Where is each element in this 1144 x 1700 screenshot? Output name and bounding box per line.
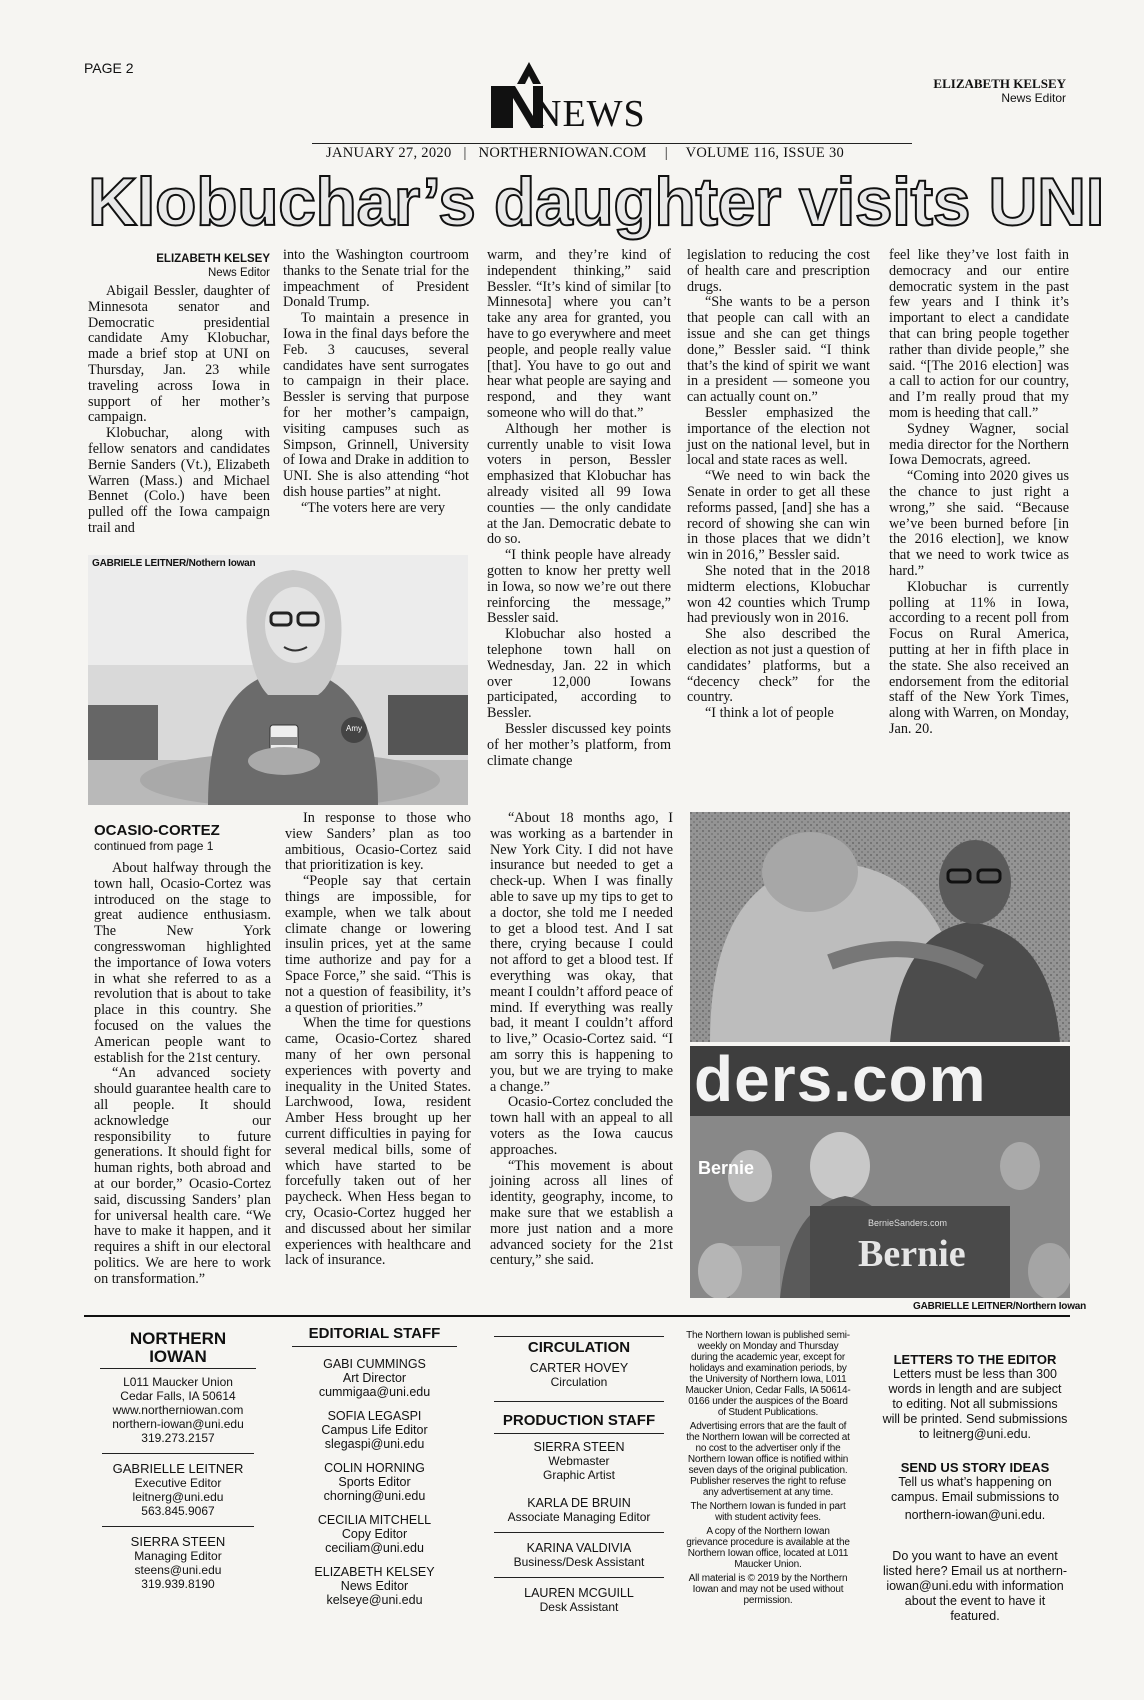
article1-column-3 bbox=[487, 248, 671, 769]
staff-name: GABI CUMMINGS bbox=[323, 1357, 426, 1371]
staff-name: GABRIELLE LEITNER bbox=[112, 1461, 244, 1476]
jump-title: OCASIO-CORTEZ bbox=[94, 822, 220, 839]
staff-entry bbox=[494, 1440, 664, 1482]
staff-role: Art Director bbox=[342, 1371, 407, 1385]
byline-name: ELIZABETH KELSEY bbox=[156, 253, 270, 265]
paragraph: She noted that in the 2018 midterm elections, Klobuchar won 42 counties which Trump had previously won in 2016. bbox=[687, 562, 870, 627]
staff-entry bbox=[494, 1541, 664, 1569]
paragraph: Klobuchar, along with fellow senators and candidates Bernie Sanders (Vt.), Elizabeth Warren (Mass.) and Michael Bennet (Colo.) have been pulled off the Iowa campaign trail and bbox=[88, 425, 270, 536]
paragraph: “Coming into 2020 gives us the chance to just right a wrong,” she said. “Because we’ve been burned before [in the 2016 election], we know that we need to work twice as hard.” bbox=[889, 468, 1069, 579]
paragraph: “An advanced society should guarantee health care to all people. It should acknowledge our responsibility to future generations. It should fight for human rights, both abroad and at our border,” Ocasio-Cortez said, discussing Sanders’ plan for universal health care. “We have to make it happen, and it requires a shift in our electoral politics. We are here to work on transformation.” bbox=[94, 1065, 271, 1287]
article1-column-2 bbox=[283, 248, 469, 517]
phone-number: 319.273.2157 bbox=[141, 1431, 215, 1445]
paragraph: feel like they’ve lost faith in democracy and our entire democratic system in the past few years and I think it’s important to elect a candidate that can bring people together rather than divide people,” she said. “[The 2016 election] was a call to action for our country, and I’m really proud that my mom is heeding that call.” bbox=[889, 247, 1069, 421]
divider bbox=[494, 1401, 664, 1402]
section-editor bbox=[933, 76, 1066, 106]
story-ideas-title: SEND US STORY IDEAS bbox=[900, 1460, 1050, 1475]
staff-role: Business/Desk Assistant bbox=[513, 1555, 645, 1569]
staff-name: SIERRA STEEN bbox=[533, 1440, 625, 1454]
paragraph: Ocasio-Cortez concluded the town hall with an appeal to all voters as the Iowa caucus approaches. bbox=[490, 1094, 673, 1158]
circulation-column bbox=[494, 1336, 664, 1614]
staff-entry bbox=[292, 1357, 457, 1399]
masthead-column bbox=[94, 1330, 262, 1591]
staff-role: Webmaster bbox=[548, 1454, 610, 1468]
publication-info-column bbox=[685, 1330, 851, 1606]
paragraph: “I think people have already gotten to know her pretty well in Iowa, so now we’re out there reinforcing the message,” Bessler said. bbox=[487, 547, 671, 627]
bessler-photo-illustration bbox=[88, 555, 468, 805]
publication-paragraph: A copy of the Northern Iowan grievance procedure is available at the Northern Iowan office, located at L011 Maucker Union. bbox=[686, 1526, 850, 1570]
article2-column-3 bbox=[490, 811, 673, 1269]
publication-paragraph: The Northern Iowan is funded in part with student activity fees. bbox=[690, 1501, 846, 1523]
campaign-button-text: Amy bbox=[346, 724, 362, 733]
header-rule bbox=[312, 143, 912, 144]
paragraph: To maintain a presence in Iowa in the final days before the Feb. 3 caucuses, several candidates have sent surrogates to campaign in their place. Bessler is serving that purpose for her mother’s campaign, visiting campuses such as Simpson, Grinnell, University of Iowa and Drake in addition to UNI. She is also attending “hot dish house parties” at night. bbox=[283, 310, 469, 500]
staff-email[interactable]: steens@uni.edu bbox=[134, 1563, 222, 1577]
email-link[interactable]: northern-iowan@uni.edu bbox=[112, 1417, 244, 1431]
editorial-staff-title: EDITORIAL STAFF bbox=[292, 1325, 457, 1347]
paragraph: Klobuchar also hosted a telephone town hall on Wednesday, Jan. 22 in which over 12,000 Iowans participated, according to Bessler. bbox=[487, 626, 671, 722]
divider bbox=[102, 1526, 254, 1527]
editorial-staff-column bbox=[292, 1325, 457, 1607]
volume-issue: VOLUME 116, ISSUE 30 bbox=[685, 145, 845, 161]
website-link[interactable]: www.northerniowan.com bbox=[112, 1403, 244, 1417]
side-sign: Bernie bbox=[698, 1158, 755, 1178]
paragraph: “The voters here are very bbox=[301, 499, 446, 516]
staff-email[interactable]: slegaspi@uni.edu bbox=[324, 1437, 425, 1451]
jump-continued: continued from page 1 bbox=[94, 839, 214, 853]
publication-paragraph: The Northern Iowan is published semi-weekly on Monday and Thursday during the academic year, except for holidays and examination periods, by the University of Northern Iowa, L011 Maucker Union, Cedar Falls, IA 50614-0166 under the auspices of the Board of Student Publications. bbox=[685, 1330, 851, 1418]
photo-credit: GABRIELE LEITNER/Nothern Iowan bbox=[92, 558, 256, 569]
article2-column-2 bbox=[285, 811, 471, 1269]
paragraph: Although her mother is currently unable to visit Iowa voters in person, Bessler emphasized that Klobuchar has already visited all 99 Iowa counties — the only candidate at the Jan. Democratic debate to do so. bbox=[487, 420, 671, 548]
staff-name: CECILIA MITCHELL bbox=[317, 1513, 432, 1527]
staff-entry bbox=[494, 1586, 664, 1614]
letters-text: Letters must be less than 300 words in length and are subject to editing. Not all submissions will be printed. Send submissions to leitnerg@uni.edu. bbox=[882, 1367, 1068, 1441]
masthead-title: NORTHERN IOWAN bbox=[100, 1330, 256, 1369]
section-title: NEWS bbox=[534, 93, 646, 135]
letters-title: LETTERS TO THE EDITOR bbox=[893, 1352, 1057, 1367]
paragraph: “People say that certain things are impossible, for example, when we talk about climate change or lowering insulin prices, yet at the same time authorize and pay for a Space Force,” she said. “This is not a question of feasibility, it’s a question of priorities.” bbox=[285, 873, 471, 1016]
staff-entry bbox=[292, 1409, 457, 1451]
staff-name: SOFIA LEGASPI bbox=[327, 1409, 422, 1423]
article1-column-1 bbox=[88, 252, 270, 537]
hug-photo bbox=[690, 812, 1070, 1042]
production-staff-title: PRODUCTION STAFF bbox=[502, 1412, 656, 1429]
staff-role: Campus Life Editor bbox=[321, 1423, 428, 1437]
staff-email[interactable]: ceciliam@uni.edu bbox=[325, 1541, 424, 1555]
podium-small-text: BernieSanders.com bbox=[868, 1218, 948, 1228]
event-listing-text: Do you want to have an event listed here? Email us at northern-iowan@uni.edu with information about the event to have it featured. bbox=[882, 1549, 1068, 1623]
paragraph: About halfway through the town hall, Ocasio-Cortez was introduced on the stage to great audience enthusiasm. The New York congresswoman highlighted the importance of Iowa voters in what she referred to as a revolution that is about to take place in this country. She focused on the values the American people want to establish for the 21st century. bbox=[94, 860, 271, 1066]
section-editor-name: ELIZABETH KELSEY bbox=[933, 76, 1066, 91]
staff-role: Managing Editor bbox=[134, 1549, 222, 1563]
divider bbox=[102, 1453, 254, 1454]
staff-email[interactable]: kelseye@uni.edu bbox=[326, 1593, 423, 1607]
website-link[interactable]: NORTHERNIOWAN.COM bbox=[478, 145, 647, 161]
paragraph: “We need to win back the Senate in order to get all these reforms passed, [and] she has a record of showing she can win in those places that we didn’t win in 2016,” Bessler said. bbox=[687, 468, 870, 564]
paragraph: warm, and they’re kind of independent thinking,” said Bessler. “It’s kind of similar [to Minnesota] where you can’t take any area for granted, you have to go everywhere and meet people, and people really value [that]. You have to go out and hear what people are saying and respond, and they want someone who will do that.” bbox=[487, 247, 671, 421]
staff-role: News Editor bbox=[340, 1579, 409, 1593]
staff-box-rule bbox=[84, 1315, 1070, 1317]
staff-role: Graphic Artist bbox=[542, 1468, 616, 1482]
paragraph: “She wants to be a person that people can call with an issue and she can get things done,” Bessler said. “I think that’s the kind of spirit we want in a president — someone you can actually count on.” bbox=[687, 294, 870, 406]
staff-email[interactable]: chorning@uni.edu bbox=[323, 1489, 426, 1503]
paragraph: She also described the election as not just a question of candidates’ platforms, but a “decency check” for the country. bbox=[687, 626, 870, 706]
staff-entry bbox=[292, 1565, 457, 1607]
divider bbox=[494, 1532, 664, 1533]
publication-paragraph: Advertising errors that are the fault of the Northern Iowan will be corrected at no cost to the advertiser only if the Northern Iowan office is notified within seven days of the original publication. Publisher reserves the right to refuse any advertisement at any time. bbox=[686, 1421, 850, 1498]
address-line: L011 Maucker Union bbox=[123, 1375, 233, 1389]
staff-name: SIERRA STEEN bbox=[130, 1534, 226, 1549]
staff-role: Associate Managing Editor bbox=[507, 1510, 651, 1524]
section-editor-title: News Editor bbox=[1001, 91, 1066, 105]
staff-name: LAUREN MCGUILL bbox=[524, 1586, 634, 1600]
paragraph: In response to those who view Sanders’ plan as too ambitious, Ocasio-Cortez said that prioritization is key. bbox=[285, 810, 471, 874]
paragraph: Bessler discussed key points of her mother’s platform, from climate change bbox=[487, 720, 671, 769]
article1-column-4 bbox=[687, 248, 870, 722]
paragraph: “About 18 months ago, I was working as a bartender in New York City. I did not have insurance but needed to get a check-up. When I was finally able to save up my tips to get to a doctor, she told me I needed to get a blood test. And I sat there, crying because I could not afford to get a blood test. If everything was okay, that meant I couldn’t afford peace of mind. If everything was really bad, it meant I couldn’t afford to live,” Ocasio-Cortez said. “I am sorry this is happening to you, but we are trying to make a change.” bbox=[490, 810, 673, 1095]
paragraph: Sydney Wagner, social media director for the Northern Iowa Democrats, agreed. bbox=[889, 420, 1069, 469]
staff-name: CARTER HOVEY bbox=[529, 1361, 629, 1375]
staff-role: Sports Editor bbox=[338, 1475, 411, 1489]
dateline: JANUARY 27, 2020 | NORTHERNIOWAN.COM | VOLUME 116, ISSUE 30 bbox=[326, 145, 845, 161]
staff-phone: 319.939.8190 bbox=[141, 1577, 215, 1591]
address-line: Cedar Falls, IA 50614 bbox=[120, 1389, 236, 1403]
paragraph: Klobuchar is currently polling at 11% in Iowa, according to a recent poll from Focus on Rural America, putting at her in fifth place in the state. She also received an endorsement from the editorial staff of the New York Times, along with Warren, on Monday, Jan. 20. bbox=[889, 578, 1069, 737]
story-ideas-email[interactable]: northern-iowan@uni.edu. bbox=[904, 1508, 1046, 1522]
paragraph: Abigail Bessler, daughter of Minnesota senator and Democratic presidential candidate Amy Klobuchar, made a brief stop at UNI on Thursday, Jan. 23 while traveling across Iowa in support of her mother’s campaign. bbox=[88, 283, 270, 426]
divider bbox=[494, 1433, 664, 1434]
divider bbox=[494, 1577, 664, 1578]
paragraph: “This movement is about joining across all lines of identity, geography, income, to make sure that we establish a more just nation and a more advanced society for the 21st century,” she said. bbox=[490, 1157, 673, 1269]
staff-name: COLIN HORNING bbox=[324, 1461, 425, 1475]
staff-role: Desk Assistant bbox=[539, 1600, 619, 1614]
staff-role: Circulation bbox=[550, 1375, 608, 1389]
staff-name: ELIZABETH KELSEY bbox=[314, 1565, 435, 1579]
paragraph: “I think a lot of people bbox=[705, 705, 834, 722]
headline: Klobuchar’s daughter visits UNI bbox=[88, 164, 1105, 240]
staff-phone: 563.845.9067 bbox=[141, 1504, 215, 1518]
staff-role: Executive Editor bbox=[134, 1476, 222, 1490]
staff-entry bbox=[494, 1361, 664, 1389]
paragraph: into the Washington courtroom thanks to the Senate trial for the impeachment of President Donald Trump. bbox=[283, 247, 469, 311]
bernie-rally-photo bbox=[690, 1046, 1070, 1298]
staff-entry bbox=[494, 1496, 664, 1524]
letters-column bbox=[882, 1352, 1068, 1624]
byline-title: News Editor bbox=[208, 267, 270, 279]
backdrop-sign: ders.com bbox=[694, 1046, 987, 1115]
paragraph: Bessler emphasized the importance of the election not just on the national level, but in local and state races as well. bbox=[687, 404, 870, 469]
staff-entry bbox=[292, 1513, 457, 1555]
article2-column-1 bbox=[94, 822, 271, 1288]
staff-name: KARLA DE BRUIN bbox=[527, 1496, 631, 1510]
photo-credit: GABRIELLE LEITNER/Northern Iowan bbox=[913, 1301, 1087, 1312]
paragraph: When the time for questions came, Ocasio-Cortez shared many of her own personal experiences with poverty and inequality in the United States. Larchwood, Iowa, resident Amber Hess brought up her current difficulties in paying for several medical bills, some of which have started to be forcefully taken out of her paycheck. When Hess began to cry, Ocasio-Cortez hugged her and discussed about her similar experiences with healthcare and lack of insurance. bbox=[285, 1015, 471, 1269]
staff-email[interactable]: cummigaa@uni.edu bbox=[318, 1385, 431, 1399]
staff-name: KARINA VALDIVIA bbox=[526, 1541, 632, 1555]
staff-email[interactable]: leitnerg@uni.edu bbox=[132, 1490, 224, 1504]
circulation-title: CIRCULATION bbox=[494, 1336, 664, 1357]
staff-entry bbox=[292, 1461, 457, 1503]
article1-column-5 bbox=[889, 248, 1069, 738]
paragraph: legislation to reducing the cost of health care and prescription drugs. bbox=[687, 247, 870, 295]
publication-paragraph: All material is © 2019 by the Northern Iowan and may not be used without permission. bbox=[688, 1573, 848, 1606]
story-ideas-text: Tell us what’s happening on campus. Email submissions to bbox=[890, 1475, 1060, 1504]
hug-photo-illustration bbox=[690, 812, 1070, 1042]
page-number: PAGE 2 bbox=[84, 60, 134, 76]
staff-role: Copy Editor bbox=[341, 1527, 408, 1541]
byline bbox=[88, 252, 270, 280]
bessler-photo bbox=[88, 555, 468, 805]
podium-sign: Bernie bbox=[858, 1233, 966, 1275]
issue-date: JANUARY 27, 2020 bbox=[326, 145, 452, 161]
